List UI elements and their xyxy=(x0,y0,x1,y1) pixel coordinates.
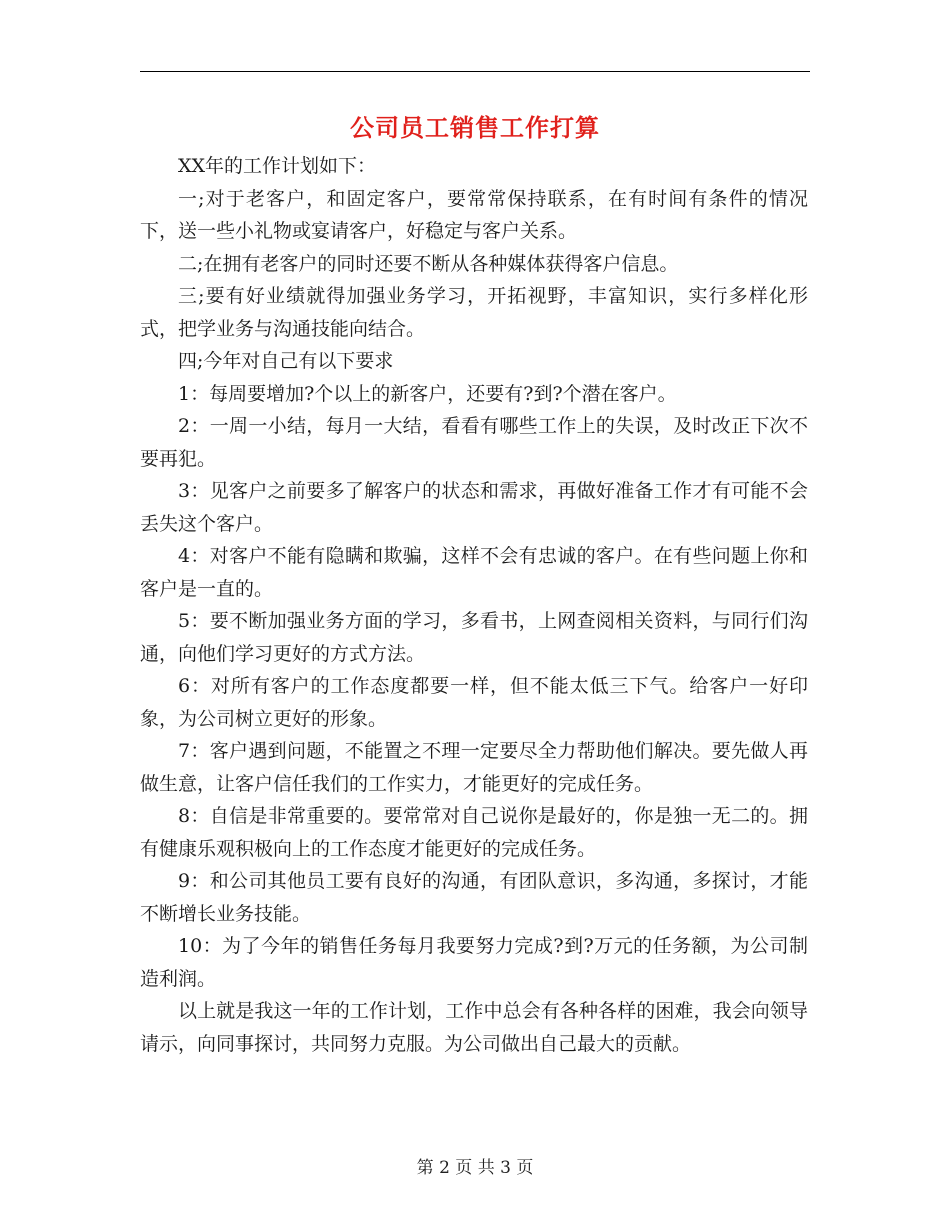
paragraph: 以上就是我这一年的工作计划，工作中总会有各种各样的困难，我会向领导请示，向同事探讨，共同努力克服。为公司做出自己最大的贡献。 xyxy=(140,1000,808,1055)
paragraph: 5：要不断加强业务方面的学习，多看书，上网查阅相关资料，与同行们沟通，向他们学习更好的方式方法。 xyxy=(140,610,808,665)
paragraph: 10：为了今年的销售任务每月我要努力完成?到?万元的任务额，为公司制造利润。 xyxy=(140,935,808,990)
paragraph: 7：客户遇到问题，不能置之不理一定要尽全力帮助他们解决。要先做人再做生意，让客户信任我们的工作实力，才能更好的完成任务。 xyxy=(140,740,808,795)
paragraph: 4：对客户不能有隐瞒和欺骗，这样不会有忠诚的客户。在有些问题上你和客户是一直的。 xyxy=(140,545,808,600)
paragraph: 1：每周要增加?个以上的新客户，还要有?到?个潜在客户。 xyxy=(178,382,677,405)
paragraph: 8：自信是非常重要的。要常常对自己说你是最好的，你是独一无二的。拥有健康乐观积极向上的工作态度才能更好的完成任务。 xyxy=(140,805,808,860)
paragraph: 6：对所有客户的工作态度都要一样，但不能太低三下气。给客户一好印象，为公司树立更好的形象。 xyxy=(140,675,808,730)
document-body xyxy=(140,150,808,1060)
paragraph: 三;要有好业绩就得加强业务学习，开拓视野，丰富知识，实行多样化形式，把学业务与沟通技能向结合。 xyxy=(140,285,808,340)
header-rule xyxy=(140,71,810,72)
paragraph: 四;今年对自己有以下要求 xyxy=(178,350,394,372)
paragraph: 9：和公司其他员工要有良好的沟通，有团队意识，多沟通，多探讨，才能不断增长业务技能。 xyxy=(140,870,808,925)
page-footer: 第 2 页 共 3 页 xyxy=(416,1158,534,1178)
paragraph: 二;在拥有老客户的同时还要不断从各种媒体获得客户信息。 xyxy=(178,252,679,275)
paragraph: XX年的工作计划如下： xyxy=(178,155,377,177)
paragraph: 2：一周一小结，每月一大结，看看有哪些工作上的失误，及时改正下次不要再犯。 xyxy=(140,415,808,470)
paragraph: 3：见客户之前要多了解客户的状态和需求，再做好准备工作才有可能不会丢失这个客户。 xyxy=(140,480,808,535)
paragraph: 一;对于老客户，和固定客户，要常常保持联系，在有时间有条件的情况下，送一些小礼物或宴请客户，好稳定与客户关系。 xyxy=(140,187,808,242)
document-title: 公司员工销售工作打算 xyxy=(350,113,600,142)
